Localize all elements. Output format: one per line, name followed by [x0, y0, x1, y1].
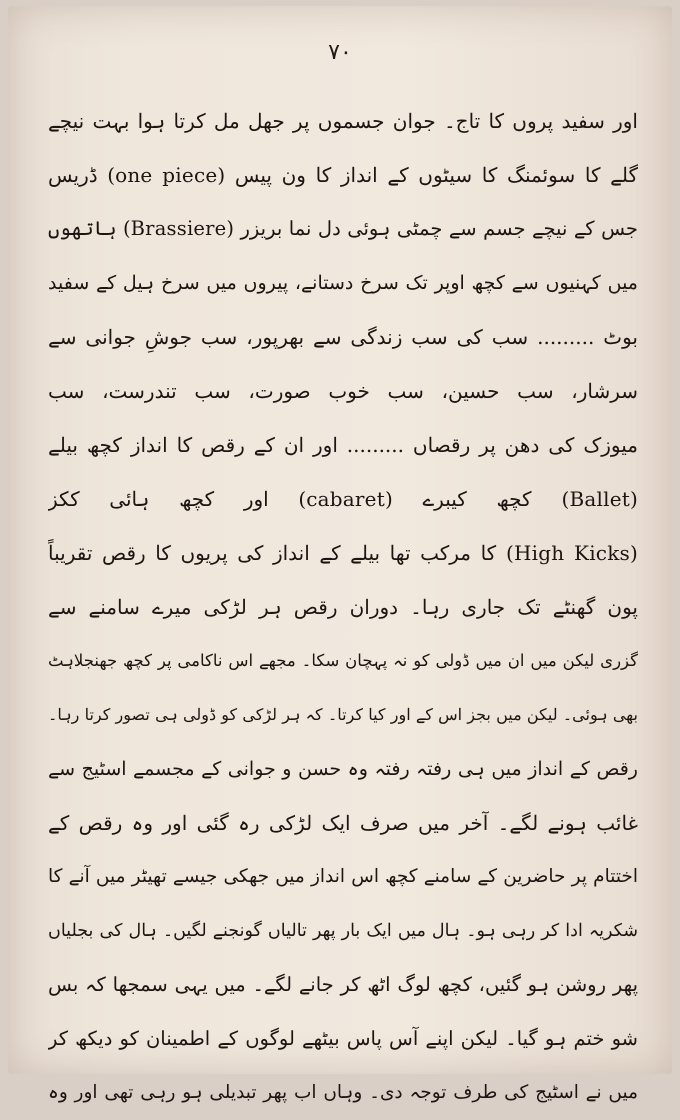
- text-line: بوٹ ......... سب کی سب زندگی سے بھرپور، سب جوشِ جوانی سے: [48, 325, 638, 349]
- text-line: شکریہ ادا کر رہی ہو۔ ہال میں ایک بار پھر تالیاں گونجنے لگیں۔ ہال کی بجلیاں: [48, 921, 638, 941]
- text-line: پھر روشن ہو گئیں، کچھ لوگ اٹھ کر جانے لگے۔ میں یہی سمجھا کہ بس: [48, 973, 638, 996]
- body-text: [48, 94, 638, 1120]
- text-line: میں کہنیوں سے کچھ اوپر تک سرخ دستانے، پیروں میں سرخ ہیل کے سفید: [48, 272, 638, 294]
- text-line: گزری لیکن میں ان میں ڈولی کو نہ پہچان سکا۔ مجھے اس ناکامی پر کچھ جھنجلاہٹ: [48, 651, 638, 670]
- text-line: میں نے اسٹیج کی طرف توجہ دی۔ وہاں اب پھر تبدیلی ہو رہی تھی اور وہ: [48, 1082, 638, 1103]
- text-line: جس کے نیچے جسم سے چمٹی ہوئی دل نما بریزر (Brassiere) ہاتھوں: [48, 217, 638, 240]
- text-line: اور سفید پروں کا تاج۔ جوان جسموں پر جھل مل کرتا ہوا بہت نیچے: [48, 109, 638, 133]
- text-line: شو ختم ہو گیا۔ لیکن اپنے آس پاس بیٹھے لوگوں کے اطمینان کو دیکھ کر: [48, 1027, 638, 1050]
- text-line: رقص کے انداز میں ہی رفتہ رفتہ وہ حسن و جوانی کے مجسمے اسٹیج سے: [48, 758, 638, 780]
- page-number: ۷۰: [328, 40, 352, 65]
- text-line: پون گھنٹے تک جاری رہا۔ دوران رقص ہر لڑکی میرے سامنے سے: [48, 595, 638, 619]
- text-line: سرشار، سب حسین، سب خوب صورت، سب تندرست، سب: [48, 379, 638, 403]
- text-line: (Ballet) کچھ کیبرے (cabaret) اور کچھ ہائی ککز: [48, 487, 638, 511]
- text-line: گلے کا سوئمنگ کا سیٹوں کے انداز کا ون پیس (one piece) ڈریس: [48, 163, 638, 187]
- text-line: غائب ہونے لگے۔ آخر میں صرف ایک لڑکی رہ گئی اور وہ رقص کے: [48, 811, 638, 835]
- text-line: اختتام پر حاضرین کے سامنے کچھ اس انداز میں جھکی جیسے تھیٹر میں آنے کا: [48, 866, 638, 887]
- book-page: [8, 6, 672, 1103]
- text-line: بھی ہوئی۔ لیکن میں بجز اس کے اور کیا کرتا۔ کہ ہر لڑکی کو ڈولی ہی تصور کرتا رہا۔: [48, 705, 638, 724]
- text-line: میوزک کی دھن پر رقصاں ......... اور ان کے رقص کا انداز کچھ بیلے: [48, 433, 638, 457]
- text-line: (High Kicks) کا مرکب تھا بیلے کے انداز کی پریوں کا رقص تقریباً: [48, 541, 638, 565]
